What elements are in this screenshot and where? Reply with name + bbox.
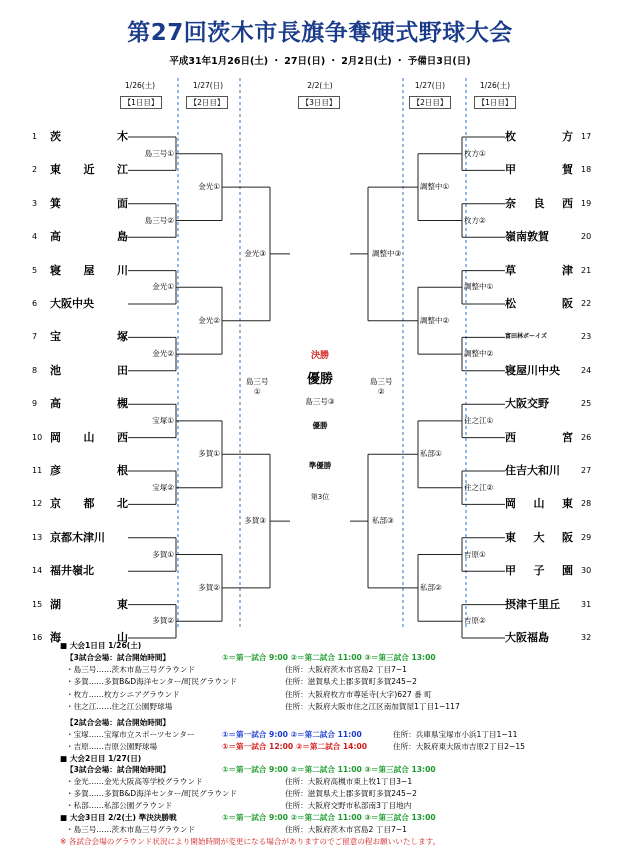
team-row bbox=[32, 598, 128, 612]
match-label: 調整中② bbox=[420, 315, 450, 325]
team-number: 5 bbox=[32, 265, 38, 275]
match-label: 多賀③ bbox=[244, 516, 266, 526]
team-row bbox=[505, 297, 617, 311]
team-name: 摂津千里丘 bbox=[505, 597, 560, 611]
day1-times-a: ①＝第一試合 9:00 ②＝第二試合 11:00 ③＝第三試合 13:00 bbox=[222, 653, 436, 662]
note: ※ 各試合会場のグラウンド状況により開始時間が変更になる場合がありますのでご留意の程お願いいたします。 bbox=[60, 837, 441, 846]
team-row bbox=[505, 197, 617, 211]
team-number: 20 bbox=[581, 232, 592, 242]
day3-venue: ・島三号……茨木市島三号グラウンド bbox=[66, 825, 196, 834]
team-row bbox=[32, 264, 128, 278]
team-number: 26 bbox=[581, 432, 592, 442]
team-row bbox=[505, 631, 617, 645]
team-row bbox=[505, 598, 617, 612]
match-label: 吉原① bbox=[464, 549, 486, 559]
team-name: 大阪中央 bbox=[50, 297, 94, 310]
info-text: ①＝第一試合 12:00 ②＝第二試合 14:00 bbox=[222, 742, 368, 752]
team-number: 14 bbox=[32, 566, 43, 576]
team-number: 9 bbox=[32, 399, 38, 409]
team-row bbox=[505, 564, 617, 578]
match-label: 調整中③ bbox=[372, 248, 402, 258]
team-number: 8 bbox=[32, 365, 38, 375]
team-number: 18 bbox=[581, 165, 592, 175]
day1-sub1: 【3試合会場：試合開始時間】 bbox=[66, 653, 171, 662]
page-subtitle: 平成31年1月26日(土) ・ 27日(日) ・ 2月2日(土) ・ 予備日3日(日) bbox=[169, 56, 471, 67]
team-row bbox=[505, 397, 617, 411]
team-name: 富田林ボーイズ bbox=[505, 333, 547, 341]
team-number: 27 bbox=[581, 466, 592, 475]
team-number: 1 bbox=[32, 132, 38, 141]
team-number: 2 bbox=[32, 165, 38, 175]
team-row bbox=[32, 130, 128, 144]
team-number: 11 bbox=[32, 466, 43, 475]
team-name: 池 田 bbox=[50, 363, 128, 377]
team-name: 福井嶺北 bbox=[50, 564, 94, 578]
team-number: 22 bbox=[581, 299, 592, 308]
final-label: 決勝 bbox=[310, 351, 329, 361]
team-number: 25 bbox=[581, 399, 592, 409]
team-name: 高 島 bbox=[50, 230, 128, 244]
center-date: 2/2(土) bbox=[307, 81, 333, 90]
match-label: 住之江① bbox=[464, 415, 494, 425]
page-title: 第27回茨木市長旗争奪硬式野球大会 bbox=[127, 20, 513, 46]
info-text: 住所：兵庫県宝塚市小浜1丁目1−11 bbox=[393, 730, 518, 739]
match-label: 金光② bbox=[198, 315, 220, 325]
info-text: ・吉原……吉原公園野球場 bbox=[66, 742, 158, 752]
team-number: 4 bbox=[32, 232, 38, 242]
match-label: 多賀② bbox=[152, 616, 174, 626]
team-row bbox=[505, 330, 617, 344]
team-row bbox=[32, 564, 128, 578]
match-label: 多賀② bbox=[198, 582, 220, 592]
team-number: 30 bbox=[581, 566, 592, 576]
team-name: 大阪交野 bbox=[505, 397, 549, 411]
info-text: 住所：大阪府高槻市東上牧1丁目3−1 bbox=[285, 777, 413, 786]
info-text: ・宝塚……宝塚市立スポーツセンター bbox=[66, 730, 195, 739]
team-row bbox=[32, 531, 128, 545]
team-name: 枚 方 bbox=[505, 130, 573, 143]
team-name: 彦 根 bbox=[50, 464, 128, 477]
info-text: 住所：大阪府交野市私部南3丁目地内 bbox=[285, 801, 412, 810]
day3-times: ①＝第一試合 9:00 ②＝第二試合 11:00 ③＝第三試合 13:00 bbox=[222, 813, 436, 822]
match-label: 住之江② bbox=[464, 482, 494, 492]
match-label: 島三号 ① bbox=[246, 376, 269, 396]
team-name: 甲 賀 bbox=[505, 163, 573, 177]
team-row bbox=[505, 497, 617, 511]
team-name: 海 山 bbox=[50, 631, 128, 644]
team-name: 草 津 bbox=[505, 263, 573, 277]
match-label: 島三号② bbox=[144, 215, 174, 225]
info-text: ①＝第一試合 9:00 ②＝第二試合 11:00 bbox=[222, 730, 362, 739]
info-text: ・金光……金光大阪高等学校グラウンド bbox=[66, 777, 203, 786]
team-row bbox=[505, 230, 617, 244]
match-label: 私部③ bbox=[372, 516, 394, 526]
match-label: 吉原② bbox=[464, 616, 486, 626]
match-label: 金光① bbox=[198, 182, 220, 192]
info-text: ・枚方……枚方シニアグラウンド bbox=[66, 689, 180, 699]
match-label: 多賀① bbox=[152, 549, 174, 559]
team-name: 箕 面 bbox=[50, 196, 128, 210]
info-text: 住所：大阪府東大阪市吉原2丁目2−15 bbox=[393, 742, 525, 752]
team-name: 岡 山 西 bbox=[50, 430, 128, 444]
match-label: 島三号 ② bbox=[370, 376, 393, 396]
team-name: 大阪福島 bbox=[505, 631, 549, 644]
bracket-paths bbox=[128, 137, 505, 638]
third-place-label: 第3位 bbox=[310, 493, 330, 501]
team-name: 宝 塚 bbox=[50, 330, 128, 344]
match-label: 調整中② bbox=[464, 349, 494, 359]
right-r2-day: 【2日目】 bbox=[409, 96, 451, 109]
team-name: 奈 良 西 bbox=[505, 196, 573, 210]
team-row bbox=[32, 364, 128, 378]
match-label: 枚方② bbox=[464, 215, 486, 225]
team-number: 13 bbox=[32, 532, 43, 542]
right-r1-date: 1/26(土) bbox=[479, 81, 511, 90]
right-r1-day: 【1日目】 bbox=[474, 96, 516, 109]
team-number: 3 bbox=[32, 198, 38, 208]
team-name: 寝屋川中央 bbox=[505, 363, 560, 377]
team-number: 17 bbox=[581, 132, 592, 141]
team-number: 7 bbox=[32, 332, 38, 342]
info-text: 住所：大阪府大阪市住之江区南加賀屋1丁目1−117 bbox=[285, 701, 460, 711]
info-text: 住所：滋賀県犬上郡多賀町多賀245−2 bbox=[285, 789, 417, 798]
team-number: 29 bbox=[581, 532, 592, 542]
match-label: 枚方① bbox=[464, 148, 486, 158]
team-number: 10 bbox=[32, 432, 43, 442]
match-label: 宝塚① bbox=[152, 415, 174, 425]
team-name: 寝 屋 川 bbox=[50, 263, 128, 277]
info-text: ・私部……私部公園グラウンド bbox=[66, 801, 173, 810]
info-text: 住所：大阪府枚方市尊延寺(大字)627 番 町 bbox=[285, 689, 432, 699]
day3-address: 住所：大阪府茨木市宮島2 丁目7−1 bbox=[285, 825, 407, 834]
team-row bbox=[32, 330, 128, 344]
team-name: 東 大 阪 bbox=[505, 530, 573, 544]
day1-heading: ■ 大会1日目 1/26(土) bbox=[60, 641, 142, 650]
match-label: 金光② bbox=[152, 349, 174, 359]
team-row bbox=[505, 364, 617, 378]
match-label: 島三号① bbox=[144, 148, 174, 158]
team-name: 甲 子 園 bbox=[505, 564, 573, 578]
team-number: 19 bbox=[581, 198, 592, 208]
day2-sub: 【3試合会場：試合開始時間】 bbox=[66, 765, 171, 774]
team-row bbox=[505, 264, 617, 278]
team-name: 湖 東 bbox=[50, 597, 128, 611]
team-number: 15 bbox=[32, 599, 43, 609]
info-text: 住所：滋賀県犬上郡多賀町多賀245−2 bbox=[285, 677, 417, 687]
match-label: 私部① bbox=[420, 449, 442, 459]
team-row bbox=[32, 497, 128, 511]
runner-up-label: 準優勝 bbox=[308, 461, 332, 470]
team-row bbox=[505, 431, 617, 445]
match-label: 私部② bbox=[420, 582, 442, 592]
team-row bbox=[32, 297, 128, 311]
team-name: 西 宮 bbox=[505, 430, 573, 444]
match-label: 多賀① bbox=[198, 449, 220, 459]
team-name: 茨 木 bbox=[50, 130, 128, 143]
team-row bbox=[32, 464, 128, 478]
left-r2-date: 1/27(日) bbox=[192, 81, 224, 90]
team-name: 岡 山 東 bbox=[505, 497, 573, 511]
team-number: 31 bbox=[581, 599, 592, 609]
team-row bbox=[505, 130, 617, 144]
team-name: 東 近 江 bbox=[50, 163, 128, 177]
team-name: 嶺南敦賀 bbox=[505, 230, 549, 244]
info-text: ・多賀……多賀B&D海洋センター/町民グラウンド bbox=[66, 677, 238, 687]
info-text: ・住之江……住之江公園野球場 bbox=[66, 701, 173, 711]
match-label: 調整中① bbox=[420, 182, 450, 192]
team-row bbox=[505, 464, 617, 478]
team-row bbox=[505, 531, 617, 545]
team-name: 松 阪 bbox=[505, 297, 573, 310]
final-venue: 島三号③ bbox=[305, 397, 335, 406]
team-number: 24 bbox=[581, 365, 592, 375]
team-row bbox=[32, 397, 128, 411]
team-name: 京 都 北 bbox=[50, 497, 128, 511]
team-row bbox=[32, 230, 128, 244]
info-text: ・多賀……多賀B&D海洋センター/町民グラウンド bbox=[66, 789, 238, 798]
team-name: 京都木津川 bbox=[50, 530, 105, 544]
center-day: 【3日目】 bbox=[298, 96, 340, 109]
info-text: ・島三号……茨木市島三号グラウンド bbox=[66, 665, 196, 674]
day3-heading: ■ 大会3日目 2/2(土) 準決決勝戦 bbox=[60, 813, 177, 822]
match-label: 金光③ bbox=[244, 248, 266, 258]
info-text: 住所：大阪府茨木市宮島2 丁目7−1 bbox=[285, 665, 407, 674]
champion-label: 優勝 bbox=[306, 372, 333, 387]
team-number: 16 bbox=[32, 633, 43, 642]
day1-sub2: 【2試合会場：試合開始時間】 bbox=[66, 718, 171, 727]
team-number: 21 bbox=[581, 265, 592, 275]
match-label: 調整中① bbox=[464, 282, 494, 292]
left-r1-day: 【1日目】 bbox=[120, 96, 162, 109]
team-number: 23 bbox=[581, 332, 592, 342]
left-r2-day: 【2日目】 bbox=[186, 96, 228, 109]
team-number: 6 bbox=[32, 299, 38, 308]
right-r2-date: 1/27(日) bbox=[414, 81, 446, 90]
team-number: 28 bbox=[581, 499, 592, 509]
team-row bbox=[505, 163, 617, 177]
team-row bbox=[32, 431, 128, 445]
match-label: 宝塚② bbox=[152, 482, 174, 492]
team-name: 住吉大和川 bbox=[505, 464, 560, 477]
left-r1-date: 1/26(土) bbox=[124, 81, 156, 90]
match-label: 金光① bbox=[152, 282, 174, 292]
day2-heading: ■ 大会2日目 1/27(日) bbox=[60, 754, 142, 763]
team-number: 32 bbox=[581, 633, 592, 642]
team-number: 12 bbox=[32, 499, 43, 509]
team-row bbox=[32, 197, 128, 211]
day2-times: ①＝第一試合 9:00 ②＝第二試合 11:00 ③＝第三試合 13:00 bbox=[222, 765, 436, 774]
winner-label: 優勝 bbox=[312, 421, 328, 430]
team-name: 高 槻 bbox=[50, 397, 128, 411]
team-row bbox=[32, 163, 128, 177]
